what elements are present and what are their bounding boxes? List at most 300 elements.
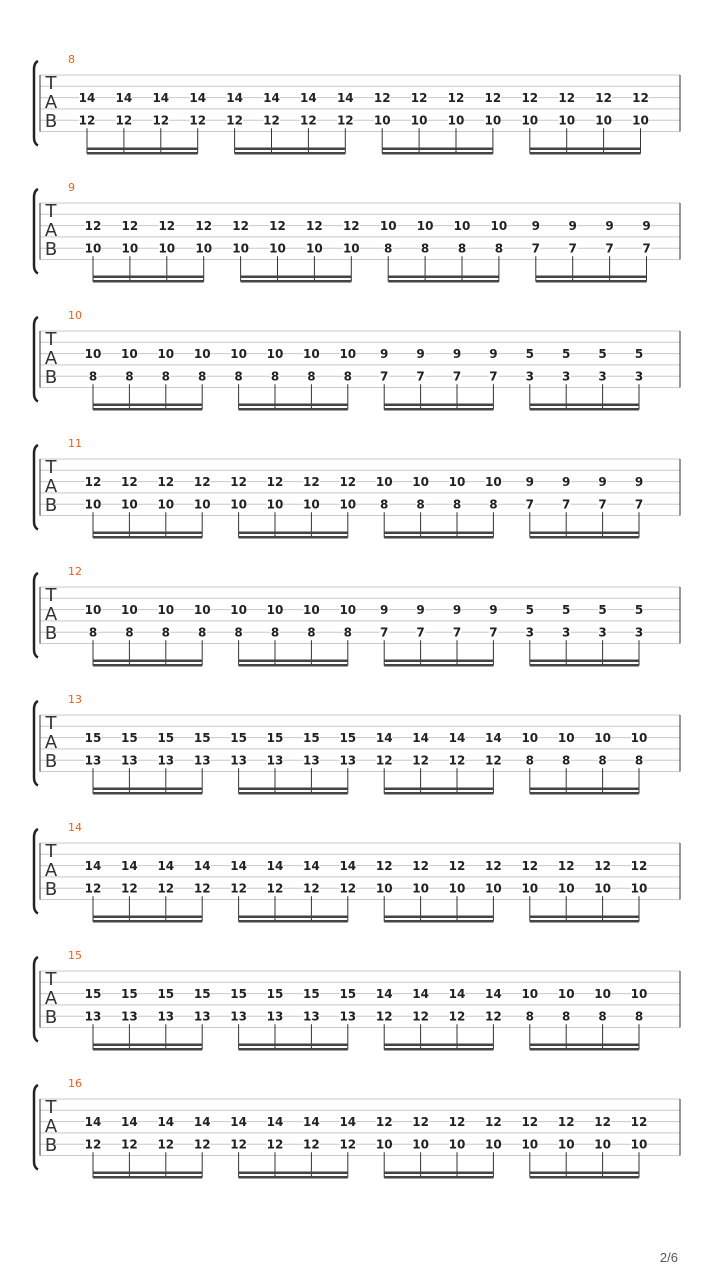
fret-number: 7 xyxy=(416,369,425,384)
fret-number: 10 xyxy=(266,347,284,362)
fret-number: 8 xyxy=(598,753,607,768)
fret-number: 12 xyxy=(342,219,360,234)
beam-secondary xyxy=(93,408,202,411)
fret-number: 14 xyxy=(448,987,466,1002)
measure-number: 11 xyxy=(68,437,82,450)
tab-clef-letter: T xyxy=(45,713,57,734)
fret-number: 8 xyxy=(634,1009,644,1024)
fret-number: 12 xyxy=(121,1137,138,1152)
beam-primary xyxy=(93,660,202,663)
fret-number: 10 xyxy=(632,113,649,128)
fret-number: 7 xyxy=(452,369,462,384)
fret-number: 14 xyxy=(230,1115,247,1130)
tab-clef-letter: T xyxy=(45,329,57,350)
fret-number: 15 xyxy=(303,731,320,746)
system-bracket xyxy=(34,189,38,274)
fret-number: 12 xyxy=(557,1115,575,1130)
fret-number: 15 xyxy=(339,987,357,1002)
beam-primary xyxy=(384,1044,493,1047)
fret-number: 12 xyxy=(157,1137,175,1152)
fret-number: 14 xyxy=(485,731,502,746)
fret-number: 12 xyxy=(121,475,138,490)
fret-number: 13 xyxy=(303,753,320,768)
fret-number: 8 xyxy=(416,497,425,512)
fret-number: 14 xyxy=(375,731,393,746)
beam-primary xyxy=(87,148,198,151)
tab-clef-letter: T xyxy=(45,457,57,478)
fret-number: 10 xyxy=(303,497,320,512)
beam-primary xyxy=(384,916,493,919)
fret-number: 7 xyxy=(525,497,534,512)
tab-clef-letter: T xyxy=(45,585,57,606)
fret-number: 13 xyxy=(230,753,247,768)
fret-number: 8 xyxy=(525,1009,534,1024)
fret-number: 14 xyxy=(266,1115,284,1130)
fret-number: 13 xyxy=(121,753,138,768)
fret-number: 12 xyxy=(157,881,175,896)
fret-number: 13 xyxy=(84,753,102,768)
fret-number: 10 xyxy=(375,475,393,490)
tab-clef-letter: T xyxy=(45,969,57,990)
fret-number: 10 xyxy=(342,241,360,256)
fret-number: 10 xyxy=(266,497,284,512)
fret-number: 10 xyxy=(84,497,102,512)
fret-number: 13 xyxy=(339,1009,357,1024)
tab-clef-letter: T xyxy=(45,73,57,94)
beam-secondary xyxy=(530,792,639,795)
fret-number: 3 xyxy=(598,625,607,640)
beam-secondary xyxy=(239,408,348,411)
fret-number: 9 xyxy=(525,475,534,490)
fret-number: 15 xyxy=(121,987,138,1002)
fret-number: 12 xyxy=(193,881,211,896)
fret-number: 14 xyxy=(412,731,429,746)
fret-number: 10 xyxy=(121,497,138,512)
fret-number: 12 xyxy=(485,1115,502,1130)
fret-number: 13 xyxy=(157,1009,175,1024)
fret-number: 10 xyxy=(121,603,138,618)
fret-number: 10 xyxy=(521,987,539,1002)
fret-number: 12 xyxy=(632,91,649,106)
fret-number: 12 xyxy=(485,753,502,768)
beam-primary xyxy=(241,276,352,279)
fret-number: 14 xyxy=(157,1115,175,1130)
fret-number: 14 xyxy=(339,1115,357,1130)
fret-number: 8 xyxy=(343,369,352,384)
fret-number: 9 xyxy=(416,347,425,362)
fret-number: 15 xyxy=(193,987,211,1002)
fret-number: 7 xyxy=(642,241,651,256)
fret-number: 10 xyxy=(339,347,357,362)
fret-number: 8 xyxy=(307,625,316,640)
fret-number: 10 xyxy=(521,1137,539,1152)
fret-number: 12 xyxy=(263,113,280,128)
fret-number: 10 xyxy=(193,497,211,512)
fret-number: 13 xyxy=(266,1009,284,1024)
fret-number: 5 xyxy=(598,347,607,362)
fret-number: 8 xyxy=(234,625,243,640)
beam-primary xyxy=(239,916,348,919)
fret-number: 12 xyxy=(558,91,576,106)
fret-number: 12 xyxy=(557,859,575,874)
beam-primary xyxy=(536,276,647,279)
fret-number: 10 xyxy=(379,219,397,234)
fret-number: 3 xyxy=(525,369,534,384)
fret-number: 9 xyxy=(416,603,425,618)
fret-number: 12 xyxy=(121,219,139,234)
beam-primary xyxy=(530,148,641,151)
fret-number: 12 xyxy=(266,881,284,896)
fret-number: 7 xyxy=(531,241,540,256)
fret-number: 10 xyxy=(521,731,539,746)
fret-number: 13 xyxy=(121,1009,138,1024)
fret-number: 12 xyxy=(193,1137,211,1152)
tab-clef-letter: T xyxy=(45,841,57,862)
fret-number: 8 xyxy=(457,241,467,256)
fret-number: 10 xyxy=(195,241,213,256)
fret-number: 9 xyxy=(452,603,462,618)
fret-number: 14 xyxy=(336,91,354,106)
fret-number: 12 xyxy=(448,753,466,768)
fret-number: 10 xyxy=(266,603,284,618)
fret-number: 12 xyxy=(521,859,539,874)
tab-clef-letter: A xyxy=(44,476,58,497)
fret-number: 10 xyxy=(484,113,502,128)
fret-number: 10 xyxy=(595,113,612,128)
fret-number: 5 xyxy=(525,603,534,618)
fret-number: 14 xyxy=(263,91,280,106)
tab-clef-letter: A xyxy=(44,732,58,753)
measure-number: 10 xyxy=(68,309,82,322)
fret-number: 10 xyxy=(339,497,357,512)
fret-number: 12 xyxy=(373,91,391,106)
fret-number: 10 xyxy=(630,987,648,1002)
beam-primary xyxy=(239,404,348,407)
fret-number: 8 xyxy=(307,369,316,384)
fret-number: 12 xyxy=(630,1115,648,1130)
beam-secondary xyxy=(93,920,202,923)
fret-number: 7 xyxy=(562,497,571,512)
beam-secondary xyxy=(241,280,352,283)
fret-number: 8 xyxy=(161,369,170,384)
fret-number: 14 xyxy=(84,1115,102,1130)
fret-number: 10 xyxy=(490,219,508,234)
fret-number: 13 xyxy=(84,1009,102,1024)
fret-number: 12 xyxy=(84,219,102,234)
beam-primary xyxy=(93,916,202,919)
fret-number: 10 xyxy=(157,603,175,618)
fret-number: 10 xyxy=(303,603,320,618)
beam-secondary xyxy=(87,152,198,155)
fret-number: 10 xyxy=(412,1137,429,1152)
beam-primary xyxy=(235,148,346,151)
fret-number: 8 xyxy=(384,241,393,256)
fret-number: 10 xyxy=(412,475,429,490)
fret-number: 14 xyxy=(303,1115,320,1130)
beam-secondary xyxy=(536,280,647,283)
fret-number: 10 xyxy=(269,241,286,256)
beam-secondary xyxy=(93,792,202,795)
beam-secondary xyxy=(530,1048,639,1051)
fret-number: 12 xyxy=(448,1009,466,1024)
tab-clef-letter: A xyxy=(44,988,58,1009)
fret-number: 10 xyxy=(521,113,539,128)
fret-number: 15 xyxy=(339,731,357,746)
fret-number: 12 xyxy=(410,91,428,106)
fret-number: 10 xyxy=(157,347,175,362)
fret-number: 14 xyxy=(189,91,207,106)
tab-clef-letter: B xyxy=(44,1135,58,1156)
fret-number: 10 xyxy=(630,1137,648,1152)
system-bracket xyxy=(34,957,38,1042)
fret-number: 10 xyxy=(557,731,575,746)
fret-number: 13 xyxy=(230,1009,247,1024)
fret-number: 10 xyxy=(594,1137,611,1152)
fret-number: 10 xyxy=(230,603,247,618)
fret-number: 12 xyxy=(230,475,247,490)
fret-number: 10 xyxy=(630,881,648,896)
fret-number: 8 xyxy=(452,497,462,512)
fret-number: 12 xyxy=(84,1137,102,1152)
fret-number: 9 xyxy=(642,219,651,234)
fret-number: 5 xyxy=(634,603,644,618)
fret-number: 8 xyxy=(125,625,134,640)
fret-number: 10 xyxy=(412,881,429,896)
beam-secondary xyxy=(530,920,639,923)
tab-clef-letter: A xyxy=(44,1116,58,1137)
measure-number: 12 xyxy=(68,565,82,578)
fret-number: 12 xyxy=(269,219,286,234)
fret-number: 12 xyxy=(226,113,243,128)
beam-primary xyxy=(384,660,493,663)
fret-number: 10 xyxy=(306,241,323,256)
beam-secondary xyxy=(239,792,348,795)
beam-secondary xyxy=(384,920,493,923)
fret-number: 15 xyxy=(303,987,320,1002)
fret-number: 14 xyxy=(78,91,96,106)
fret-number: 8 xyxy=(562,753,571,768)
fret-number: 10 xyxy=(230,497,247,512)
beam-secondary xyxy=(239,1176,348,1179)
fret-number: 10 xyxy=(594,881,611,896)
fret-number: 10 xyxy=(158,241,176,256)
fret-number: 12 xyxy=(115,113,133,128)
fret-number: 12 xyxy=(78,113,96,128)
beam-secondary xyxy=(530,536,639,539)
fret-number: 12 xyxy=(232,219,249,234)
beam-secondary xyxy=(93,1176,202,1179)
fret-number: 12 xyxy=(300,113,317,128)
beam-primary xyxy=(93,404,202,407)
fret-number: 8 xyxy=(270,625,280,640)
fret-number: 10 xyxy=(558,113,576,128)
tab-clef-letter: B xyxy=(44,111,58,132)
fret-number: 5 xyxy=(562,347,571,362)
beam-secondary xyxy=(93,664,202,667)
fret-number: 12 xyxy=(521,1115,539,1130)
fret-number: 9 xyxy=(562,475,571,490)
measure-number: 14 xyxy=(68,821,82,834)
tab-clef-letter: B xyxy=(44,1007,58,1028)
tab-clef-letter: A xyxy=(44,348,58,369)
fret-number: 12 xyxy=(303,1137,320,1152)
fret-number: 13 xyxy=(157,753,175,768)
beam-primary xyxy=(530,916,639,919)
fret-number: 8 xyxy=(489,497,498,512)
tab-clef-letter: T xyxy=(45,1097,57,1118)
fret-number: 12 xyxy=(484,91,502,106)
fret-number: 7 xyxy=(598,497,607,512)
fret-number: 14 xyxy=(84,859,102,874)
fret-number: 10 xyxy=(521,881,539,896)
tab-clef-letter: T xyxy=(45,201,57,222)
beam-primary xyxy=(384,1172,493,1175)
fret-number: 14 xyxy=(193,859,211,874)
tab-clef-letter: B xyxy=(44,623,58,644)
beam-secondary xyxy=(93,536,202,539)
fret-number: 15 xyxy=(266,731,284,746)
fret-number: 10 xyxy=(84,347,102,362)
fret-number: 14 xyxy=(193,1115,211,1130)
fret-number: 15 xyxy=(121,731,138,746)
fret-number: 8 xyxy=(525,753,534,768)
beam-primary xyxy=(239,532,348,535)
fret-number: 14 xyxy=(448,731,466,746)
fret-number: 7 xyxy=(634,497,644,512)
fret-number: 14 xyxy=(230,859,247,874)
fret-number: 13 xyxy=(193,1009,211,1024)
fret-number: 12 xyxy=(595,91,612,106)
beam-secondary xyxy=(530,1176,639,1179)
fret-number: 13 xyxy=(266,753,284,768)
fret-number: 12 xyxy=(375,753,393,768)
fret-number: 14 xyxy=(485,987,502,1002)
fret-number: 9 xyxy=(489,347,498,362)
beam-primary xyxy=(384,532,493,535)
fret-number: 3 xyxy=(634,625,644,640)
fret-number: 10 xyxy=(84,603,102,618)
fret-number: 3 xyxy=(598,369,607,384)
fret-number: 13 xyxy=(303,1009,320,1024)
fret-number: 12 xyxy=(630,859,648,874)
fret-number: 14 xyxy=(152,91,170,106)
beam-secondary xyxy=(384,408,493,411)
fret-number: 8 xyxy=(634,753,644,768)
fret-number: 12 xyxy=(594,1115,611,1130)
measure-number: 9 xyxy=(68,181,75,194)
fret-number: 12 xyxy=(84,881,102,896)
fret-number: 9 xyxy=(380,347,389,362)
fret-number: 10 xyxy=(416,219,434,234)
beam-primary xyxy=(382,148,493,151)
fret-number: 10 xyxy=(448,881,466,896)
page-number: 2/6 xyxy=(659,1250,678,1265)
fret-number: 12 xyxy=(521,91,539,106)
fret-number: 15 xyxy=(266,987,284,1002)
fret-number: 10 xyxy=(594,731,611,746)
beam-primary xyxy=(239,1172,348,1175)
fret-number: 8 xyxy=(270,369,280,384)
beam-secondary xyxy=(384,664,493,667)
fret-number: 12 xyxy=(121,881,138,896)
fret-number: 14 xyxy=(266,859,284,874)
beam-primary xyxy=(93,1172,202,1175)
fret-number: 12 xyxy=(84,475,102,490)
beam-primary xyxy=(384,404,493,407)
fret-number: 12 xyxy=(412,753,429,768)
fret-number: 12 xyxy=(230,1137,247,1152)
fret-number: 12 xyxy=(485,1009,502,1024)
fret-number: 12 xyxy=(266,475,284,490)
fret-number: 10 xyxy=(557,881,575,896)
fret-number: 12 xyxy=(412,1115,429,1130)
fret-number: 9 xyxy=(598,475,607,490)
fret-number: 15 xyxy=(157,987,175,1002)
fret-number: 7 xyxy=(605,241,614,256)
fret-number: 12 xyxy=(412,859,429,874)
system-bracket xyxy=(34,573,38,658)
tab-clef-letter: B xyxy=(44,751,58,772)
fret-number: 12 xyxy=(339,881,357,896)
fret-number: 14 xyxy=(375,987,393,1002)
fret-number: 7 xyxy=(416,625,425,640)
system-bracket xyxy=(34,829,38,914)
tab-clef-letter: A xyxy=(44,604,58,625)
fret-number: 12 xyxy=(447,91,465,106)
measure-number: 13 xyxy=(68,693,82,706)
fret-number: 10 xyxy=(121,241,139,256)
tab-clef-letter: B xyxy=(44,495,58,516)
fret-number: 12 xyxy=(152,113,170,128)
fret-number: 12 xyxy=(303,881,320,896)
fret-number: 8 xyxy=(234,369,243,384)
beam-primary xyxy=(530,404,639,407)
fret-number: 10 xyxy=(84,241,102,256)
fret-number: 12 xyxy=(375,1009,393,1024)
beam-primary xyxy=(530,1044,639,1047)
fret-number: 15 xyxy=(230,731,247,746)
fret-number: 8 xyxy=(420,241,430,256)
fret-number: 12 xyxy=(189,113,207,128)
fret-number: 12 xyxy=(158,219,176,234)
fret-number: 10 xyxy=(630,731,648,746)
beam-secondary xyxy=(235,152,346,155)
fret-number: 13 xyxy=(339,753,357,768)
beam-secondary xyxy=(239,1048,348,1051)
fret-number: 10 xyxy=(410,113,428,128)
beam-primary xyxy=(93,532,202,535)
beam-primary xyxy=(530,1172,639,1175)
beam-secondary xyxy=(384,1048,493,1051)
beam-primary xyxy=(239,660,348,663)
fret-number: 10 xyxy=(373,113,391,128)
fret-number: 8 xyxy=(198,625,207,640)
fret-number: 12 xyxy=(375,1115,393,1130)
fret-number: 10 xyxy=(557,1137,575,1152)
beam-primary xyxy=(384,788,493,791)
fret-number: 12 xyxy=(266,1137,284,1152)
fret-number: 9 xyxy=(380,603,389,618)
measure-number: 8 xyxy=(68,53,75,66)
fret-number: 10 xyxy=(230,347,247,362)
beam-secondary xyxy=(384,792,493,795)
fret-number: 3 xyxy=(525,625,534,640)
beam-primary xyxy=(239,788,348,791)
fret-number: 12 xyxy=(594,859,611,874)
fret-number: 14 xyxy=(339,859,357,874)
fret-number: 7 xyxy=(380,625,389,640)
fret-number: 12 xyxy=(306,219,323,234)
